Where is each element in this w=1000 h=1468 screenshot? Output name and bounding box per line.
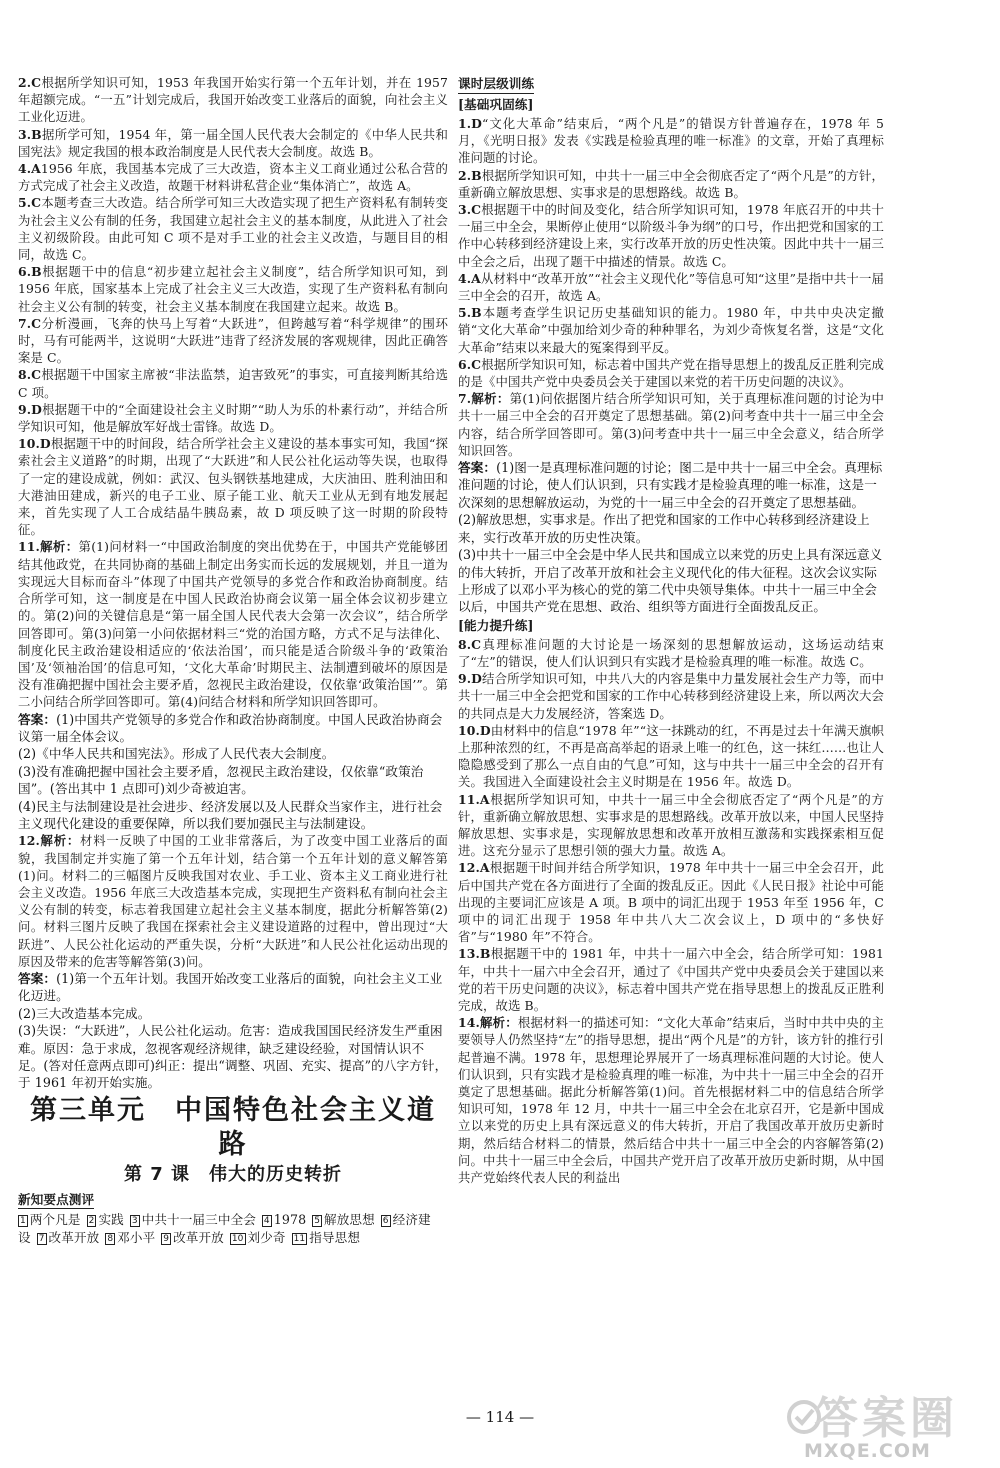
question-number: 3.B <box>18 126 42 142</box>
fill-in-answer <box>312 1212 375 1227</box>
question-number: 6.B <box>18 264 42 280</box>
question-item <box>458 115 884 167</box>
question-explanation: 根据题干中的时间段，结合所学社会主义建设的基本事实可知，我国“探索社会主义道路”的时期，出现了“大跃进”和人民公社化运动等失误，也取得了一定的建设成就，例如：武汉、包头钢铁基地建成，大庆油田、胜利油田和大港油田建成，新兴的电子工业、原子能工业、航天工业从无到有地发展起来，首先实现了人工合成结晶牛胰岛素，故 D 项反映了这一时期的阶段特征。 <box>18 436 448 538</box>
question-number: 12.解析： <box>18 833 81 849</box>
question-number: 9.D <box>18 401 42 417</box>
left-column <box>18 74 448 1247</box>
question-explanation: 由材料中的信息“1978 年”“这一抹跳动的红，不再是过去十年满天旗帜上那种浓烈的红，不再是高高举起的语录上唯一的红色，这一抹红……也让人隐隐感受到了那么一点自由的气息”可知，这与中共十一届三中全会的召开有关。我国进入全面建设社会主义时期是在 1956 年。故选 D。 <box>458 722 884 790</box>
question-item <box>18 435 448 538</box>
fill-in-answer <box>87 1212 124 1227</box>
question-item <box>18 315 448 367</box>
blank-answer: 改革开放 <box>173 1229 224 1245</box>
answer-line: (4)民主与法制建设是社会进步、经济发展以及人民群众当家作主，进行社会主义现代化建设的重要保障，所以我们要加强民主与法制建设。 <box>18 798 443 831</box>
question-explanation: 从材料中“改革开放”“社会主义现代化”等信息可知“这里”是指中共十一届三中全会的召开，故选 A。 <box>458 270 884 304</box>
exercise-heading: 课时层级训练 <box>458 75 534 94</box>
question-explanation: 根据题干中的“全面建设社会主义时期”“助人为乐的朴素行动”，并结合所学知识可知，他是解放军好战士雷锋。故选 D。 <box>18 401 448 435</box>
blank-number: 11 <box>293 1233 306 1244</box>
answer-line: (2)三大改造基本完成。 <box>18 1005 151 1021</box>
blank-number: 4 <box>263 1215 270 1226</box>
question-item <box>458 859 884 945</box>
question-number: 4.A <box>18 161 41 177</box>
blank-answer: 1978 <box>273 1211 307 1227</box>
question-item-12 <box>18 832 448 970</box>
fill-in-answer <box>18 1212 81 1227</box>
question-item <box>458 270 884 304</box>
question-explanation: 第(1)问材料一“中国政治制度的突出优势在于，中国共产党能够团结其他政党，在共同协商的基础上制定出务实而长远的发展规划，并且一道为实现远大目标而奋斗”体现了中国共产党领导的多党合作和政治协商制度。结合所学可知，这一制度是在中国人民政治协商会议第一届全体会议初步建立的。第(2)问的关键信息是“第一届全国人民代表大会第一次会议”，结合所学回答即可。第(3)问第一小问依据材料三“党的治国方略，方式不足与法律化、制度化民主政治建设相适应的‘依法治国’，而只能是适合阶级斗争的‘政策治国’及‘领袖治国’的信息可知，‘文化大革命’时期民主、法制遭到破坏的原因是没有准确把握中国社会主要矛盾，忽视民主政治建设，仅依靠‘政策治国’”。第二小问结合所学回答即可。第(4)问结合材料和所学知识回答即可。 <box>18 539 448 710</box>
question-item <box>458 356 884 390</box>
basic-question-list <box>458 115 884 459</box>
watermark-text: 答案圈 <box>814 1393 958 1444</box>
blank-answer: 经济建设 <box>18 1211 431 1245</box>
question-item <box>458 1014 884 1186</box>
page-number: — 114 — <box>465 1408 535 1426</box>
question-number: 5.C <box>18 195 42 211</box>
answer-label: 答案： <box>18 711 57 727</box>
blank-answer: 解放思想 <box>324 1211 375 1227</box>
question-number: 7.C <box>18 315 42 331</box>
question-number: 2.B <box>458 167 482 183</box>
answer-line: (2)《中华人民共和国宪法》。形成了人民代表大会制度。 <box>18 746 335 762</box>
answer-block-7 <box>458 459 884 616</box>
question-explanation: 根据题干中的时间及变化，结合所学知识可知，1978 年底召开的中共十一届三中全会，果断停止使用“以阶级斗争为纲”的口号，作出把党和国家的工作中心转移到经济建设上来，实行改革开放的历史性决策。因此中共十一届三中全会之后，出现了题干中描述的情景。故选 C。 <box>458 202 884 269</box>
question-item <box>458 167 884 201</box>
question-explanation: 1956 年底，我国基本完成了三大改造，资本主义工商业通过公私合营的方式完成了社会主义改造，故题干材料讲私营企业“集体消亡”，故选 A。 <box>18 161 448 194</box>
fill-in-answer <box>230 1230 286 1245</box>
question-number: 11.解析： <box>18 539 79 555</box>
lesson-title: 第 7 课 伟大的历史转折 <box>123 1163 343 1185</box>
fill-in-answer <box>105 1230 155 1245</box>
blank-answer: 中共十一届三中全会 <box>141 1211 256 1227</box>
question-item <box>458 201 884 270</box>
question-explanation: 根据题干中的 1981 年，中共十一届六中全会，结合所学可知：1981 年，中共十一届六中全会召开，通过了《中国共产党中央委员会关于建国以来党的若干历史问题的决议》，标志着中国共产党在指导思想上的拨乱反正胜利完成，故选 B。 <box>458 946 884 1013</box>
basic-section-label: [基础巩固练] <box>458 97 534 112</box>
question-explanation: 根据题干时间并结合所学知识，1978 年中共十一届三中全会召开，此后中国共产党在各方面进行了全面的拨乱反正。因此《人民日报》社论中可能出现的主要词汇应该是 A 项。B 项中的词汇出现于 1953 年至 1956 年，C 项中的词汇出现于 1958 年中共八大二次会议上，D 项中的“多快好省”与“1980 年”不符合。 <box>458 860 884 945</box>
fill-in-answer <box>130 1212 256 1227</box>
question-number: 6.C <box>458 356 482 372</box>
question-explanation: 根据题干中的信息“初步建立起社会主义制度”，结合所学知识可知，到 1956 年底，国家基本上完成了社会主义三大改造，实现了生产资料私有制向社会主义公有制的转变，社会主义基本制度在我国建立起来。故选 B。 <box>18 264 448 314</box>
blank-number: 9 <box>163 1233 170 1244</box>
answer-label: 答案： <box>458 460 497 476</box>
question-number: 8.C <box>18 367 42 383</box>
unit-title: 第三单元 中国特色社会主义道路 <box>30 1094 436 1160</box>
ability-section-label: [能力提升练] <box>458 617 534 633</box>
blank-number: 6 <box>382 1215 389 1226</box>
question-number: 2.C <box>18 75 42 90</box>
question-item <box>458 636 884 670</box>
question-explanation: 根据所学知识可知，中共十一届三中全会彻底否定了“两个凡是”的方针，重新确立解放思想、实事求是的思想路线。故选 B。 <box>458 167 884 200</box>
answer-line: 答案：(1)中国共产党领导的多党合作和政治协商制度。中国人民政治协商会议第一届全体会议。 <box>18 711 443 744</box>
blank-number: 1 <box>20 1215 26 1226</box>
question-explanation: 根据题干中国家主席被“非法监禁，迫害致死”的事实，可直接判断其给选 C 项。 <box>18 367 448 400</box>
blank-answer: 实践 <box>98 1211 124 1227</box>
question-item <box>458 304 884 356</box>
answer-label: 答案： <box>18 970 57 986</box>
question-item <box>18 366 448 400</box>
question-number: 10.D <box>18 436 51 452</box>
question-item <box>18 160 448 194</box>
answer-line: (3)中共十一届三中全会是中华人民共和国成立以来党的历史上具有深远意义的伟大转折，开启了改革开放和社会主义现代化的伟大征程。这次会议实际上形成了以邓小平为核心的党的第二代中央领导集体。中共十一届三中全会以后，中国共产党在思想、政治、组织等方面进行全面拨乱反正。 <box>458 547 883 615</box>
question-number: 1.D <box>458 116 482 131</box>
blank-answer: 刘少奇 <box>247 1229 286 1245</box>
question-number: 8.C <box>458 636 482 652</box>
left-question-list <box>18 74 448 711</box>
blank-number: 5 <box>314 1215 321 1226</box>
blank-number: 10 <box>231 1233 244 1244</box>
blank-answer: 改革开放 <box>48 1229 100 1245</box>
question-item <box>458 722 884 791</box>
fill-in-answer <box>37 1230 100 1245</box>
question-explanation: “文化大革命”结束后，“两个凡是”的错误方针普遍存在，1978 年 5 月，《光明日报》发表《实践是检验真理的唯一标准》的文章，开始了真理标准问题的讨论。 <box>458 116 884 166</box>
question-explanation: 根据所学知识可知，标志着中国共产党在指导思想上的拨乱反正胜利完成的是《中国共产党中央委员会关于建国以来党的若干历史问题的决议》。 <box>458 356 884 390</box>
answer-block-12 <box>18 970 448 1092</box>
blank-number: 7 <box>38 1233 45 1244</box>
fill-in-answer <box>292 1230 360 1245</box>
answer-line: (3)没有准确把握中国社会主要矛盾，忽视民主政治建设，仅依靠“政策治国”。(答出其中 1 点即可)刘少奇被迫害。 <box>18 763 424 797</box>
question-explanation: 根据材料一的描述可知：“文化大革命”结束后，当时中共中央的主要领导人仍然坚持“左”的指导思想，提出“两个凡是”的方针，该方针的推行引起普遍不满。1978 年，思想理论界展开了一场真理标准问题的大讨论。使人们认识到，只有实践才是检验真理的唯一标准，为中共十一届三中全会的召开奠定了思想基础。据此分析解答第(1)问。首先根据材料二中的信息结合所学知识可知，1978 年 12 月，中共十一届三中全会在北京召开，它是新中国成立以来党的历史上具有深远意义的伟大转折，开启了我国改革开放历史新时期，然后结合材料二的情景，然后结合中共十一届三中全会的内容解答第(2)问。中共十一届三中全会后，中国共产党开启了改革开放历史新时期，从中国共产党始终代表人民的利益出 <box>458 1015 884 1186</box>
blank-answer: 指导思想 <box>309 1229 361 1245</box>
blank-number: 2 <box>88 1215 95 1226</box>
question-number: 5.B <box>458 305 482 321</box>
answer-line: (2)解放思想，实事求是。作出了把党和国家的工作中心转移到经济建设上来，实行改革开放的历史性决策。 <box>458 512 870 545</box>
question-item <box>458 390 884 459</box>
question-number: 11.A <box>458 791 490 807</box>
right-column <box>458 74 884 1186</box>
blank-answer: 邓小平 <box>117 1229 156 1245</box>
fill-in-answer <box>161 1230 224 1245</box>
question-item <box>18 126 448 160</box>
question-number: 7.解析： <box>458 391 510 407</box>
blank-number: 3 <box>131 1215 138 1226</box>
question-explanation: 第(1)问依据图片结合所学知识可知，关于真理标准问题的讨论为中共十一届三中全会的召开奠定了思想基础。第(2)问考查中共十一届三中全会内容，结合所学回答即可。第(3)问考查中共十一届三中全会意义，结合所学知识回答。 <box>458 391 885 458</box>
answer-block-11 <box>18 711 448 833</box>
question-explanation: 结合所学知识可知，中共八大的内容是集中力量发展社会生产力等，而中共十一届三中全会把党和国家的工作中心转移到经济建设上来，所以两次大会的共同点是大力发展经济，答案选 D。 <box>458 671 884 721</box>
question-item <box>458 670 884 722</box>
watermark <box>786 1395 992 1463</box>
blank-number: 8 <box>107 1233 114 1244</box>
answer-line: 答案：(1)第一个五年计划。我国开始改变工业落后的面貌，向社会主义工业化迈进。 <box>18 970 443 1004</box>
question-explanation: 本题考查三大改造。结合所学可知三大改造实现了把生产资料私有制转变为社会主义公有制的任务，我国建立起社会主义的基本制度，从此进入了社会主义初级阶段。由此可知 C 项不是对手工业的社会主义改造，与题目目的相同，故选 C。 <box>18 195 448 263</box>
fill-in-answer <box>262 1212 306 1227</box>
question-explanation: 分析漫画，飞奔的快马上写着“大跃进”，但跨越写着“科学规律”的围环时，马有可能两半，这说明“大跃进”违背了经济发展的客观规律，因此正确答案是 C。 <box>18 315 448 366</box>
question-explanation: 根据所学知识可知，1953 年我国开始实行第一个五年计划，并在 1957 年超额完成。“一五”计划完成后，我国开始改变工业落后的面貌，向社会主义工业化迈进。 <box>18 75 448 125</box>
question-item <box>18 263 448 315</box>
answer-line: 答案：(1)图一是真理标准问题的讨论；图二是中共十一届三中全会。真理标准问题的讨论，使人们认识到，只有实践才是检验真理的唯一标准，这是一次深刻的思想解放运动，为党的十一届三中全会的召开奠定了思想基础。 <box>458 460 883 510</box>
question-explanation: 据所学可知，1954 年，第一届全国人民代表大会制定的《中华人民共和国宪法》规定我国的根本政治制度是人民代表大会制度。故选 B。 <box>18 126 448 159</box>
question-item <box>18 401 448 435</box>
question-item <box>458 945 884 1014</box>
watermark-url: MXQE.COM <box>804 1440 931 1462</box>
answer-line: (3)失误：“大跃进”，人民公社化运动。危害：造成我国国民经济发生严重困难。原因：急于求成，忽视客观经济规律，缺乏建设经验，对国情认识不足。(答对任意两点即可)纠正：提出“调整、巩固、充实、提高”的八字方针，于 1961 年初开始实施。 <box>18 1023 448 1091</box>
question-number: 14.解析： <box>458 1015 518 1031</box>
question-item <box>18 74 448 126</box>
question-explanation: 根据所学知识可知，中共十一届三中全会彻底否定了“两个凡是”的方针，重新确立解放思想、实事求是的思想路线。改革开放以来，中国人民坚持解放思想、实事求是，实现解放思想和改革开放相互激荡和实践探索相互促进。这充分显示了思想引领的强大力量。故选 A。 <box>458 791 884 859</box>
question-item <box>18 538 448 710</box>
question-item <box>18 194 448 263</box>
ability-question-list <box>458 636 884 1187</box>
question-number: 3.C <box>458 202 482 218</box>
question-number: 9.D <box>458 671 482 687</box>
blank-answer: 两个凡是 <box>29 1211 81 1227</box>
question-number: 13.B <box>458 946 491 962</box>
question-number: 4.A <box>458 270 481 286</box>
question-number: 10.D <box>458 722 491 738</box>
question-explanation: 本题考查学生识记历史基础知识的能力。1980 年，中共中央决定撤销“文化大革命”中强加给刘少奇的种种罪名，为刘少奇恢复名誉，这是“文化大革命”结束以来最大的冤案得到平反。 <box>458 305 884 355</box>
question-explanation: 真理标准问题的大讨论是一场深刻的思想解放运动，这场运动结束了“左”的错误，使人们认识到只有实践才是检验真理的唯一标准。故选 C。 <box>458 636 884 669</box>
keypoints-label: 新知要点测评 <box>18 1191 95 1207</box>
question-number: 12.A <box>458 860 490 876</box>
question-item <box>458 791 884 860</box>
fill-in-answers <box>18 1211 448 1247</box>
question-explanation: 材料一反映了中国的工业非常落后，为了改变中国工业落后的面貌，我国制定并实施了第一个五年计划，结合第一个五年计划的意义解答第(1)问。材料二的三幅图片反映我国对农业、手工业、资本主义工商业进行社会主义改造。1956 年底三大改造基本完成，实现把生产资料私有制向社会主义公有制的转变，标志着我国建立起社会主义基本制度，据此分析解答第(2)问。材料三图片反映了我国在探索社会主义建设道路的过程中，曾出现过“大跃进”、人民公社化运动的严重失误，分析“大跃进”和人民公社化运动出现的原因及带来的危害等解答第(3)问。 <box>18 833 448 969</box>
